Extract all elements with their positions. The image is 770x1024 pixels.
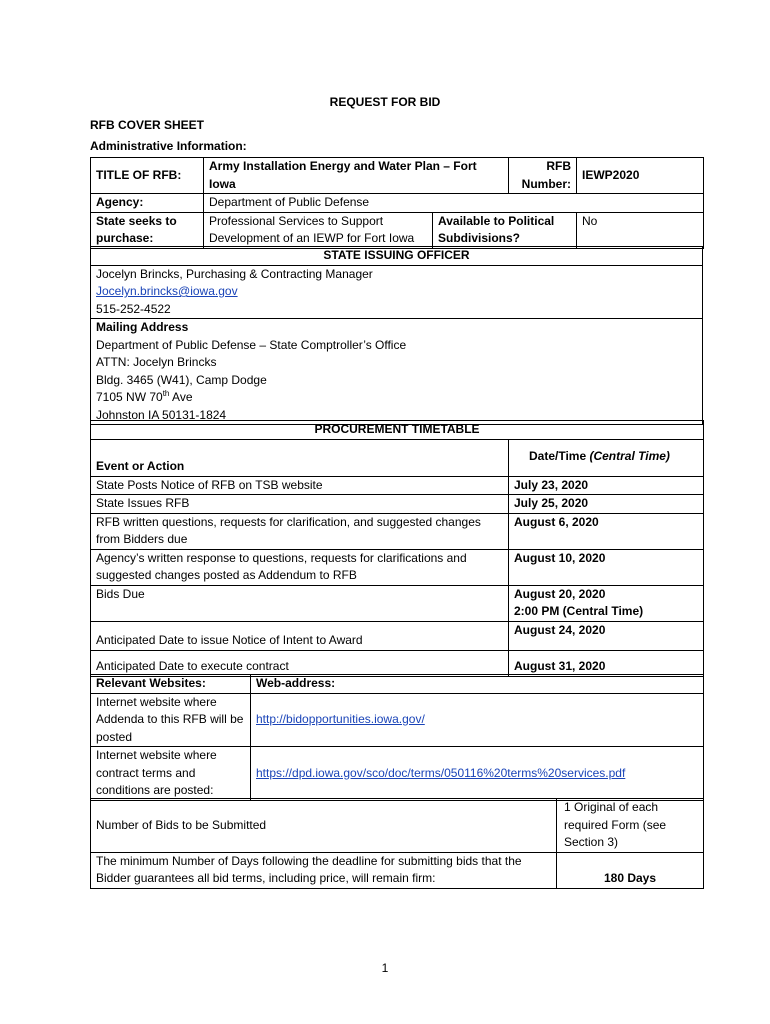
title-value: Army Installation Energy and Water Plan – Fort Iowa	[204, 158, 509, 194]
bids-days-value: 180 Days	[557, 852, 704, 888]
timetable-row-date: July 23, 2020	[509, 476, 704, 495]
websites-table	[90, 674, 704, 801]
bids-days-label: The minimum Number of Days following the deadline for submitting bids that the Bidder guarantees all bid terms, including price, will remain firm:	[91, 852, 557, 888]
timetable-row-date: August 24, 2020	[509, 621, 704, 650]
col-relevant-header: Relevant Websites:	[91, 675, 251, 694]
officer-heading: STATE ISSUING OFFICER	[91, 247, 703, 266]
page-number: 1	[381, 961, 389, 975]
political-label: Available to Political Subdivisions?	[433, 212, 577, 248]
address-line-5: Johnston IA 50131-1824	[96, 407, 227, 422]
document-title: REQUEST FOR BID	[329, 95, 441, 109]
mailing-label: Mailing Address	[96, 320, 189, 334]
timetable-row-date: August 31, 2020	[509, 650, 704, 676]
rfb-number-label: RFB Number:	[509, 158, 577, 194]
agency-value: Department of Public Defense	[204, 194, 704, 213]
address-line-3: Bldg. 3465 (W41), Camp Dodge	[96, 372, 267, 387]
timetable-row-date: August 6, 2020	[509, 513, 704, 549]
timetable-row-event: RFB written questions, requests for clarification, and suggested changes from Bidders due	[91, 513, 509, 549]
title-label: TITLE OF RFB:	[91, 158, 204, 194]
timetable-row-event: Agency’s written response to questions, requests for clarifications and suggested changes posted as Addendum to RFB	[91, 549, 509, 585]
timetable-row-event: State Posts Notice of RFB on TSB website	[91, 476, 509, 495]
officer-table	[90, 246, 703, 425]
timetable-row-event: Anticipated Date to issue Notice of Intent to Award	[91, 621, 509, 650]
col-event-header: Event or Action	[91, 439, 509, 476]
timetable-row-event: Bids Due	[91, 585, 509, 621]
mailing-address	[91, 319, 703, 425]
timetable-row-event: State Issues RFB	[91, 495, 509, 514]
timetable-heading: PROCUREMENT TIMETABLE	[91, 421, 704, 440]
timetable-row-date: August 20, 2020 2:00 PM (Central Time)	[509, 585, 704, 621]
timetable-row-date: August 10, 2020	[509, 549, 704, 585]
website-url-cell	[251, 747, 704, 801]
website-url-cell	[251, 693, 704, 747]
website-label: Internet website where contract terms and conditions are posted:	[91, 747, 251, 801]
agency-label: Agency:	[91, 194, 204, 213]
officer-phone: 515-252-4522	[96, 301, 171, 316]
rfb-number-value: IEWP2020	[577, 158, 704, 194]
address-line-1: Department of Public Defense – State Comptroller’s Office	[96, 337, 407, 352]
addenda-url-link[interactable]: http://bidopportunities.iowa.gov/	[256, 712, 425, 726]
col-date-header: Date/Time (Central Time)	[509, 439, 704, 476]
bids-count-label: Number of Bids to be Submitted	[91, 799, 557, 853]
terms-url-link[interactable]: https://dpd.iowa.gov/sco/doc/terms/050116%20terms%20services.pdf	[256, 765, 626, 780]
admin-table	[90, 157, 704, 249]
address-line-4: 7105 NW 70th Ave	[96, 389, 193, 404]
address-line-2: ATTN: Jocelyn Brincks	[96, 355, 217, 369]
website-label: Internet website where Addenda to this RFB will be posted	[91, 693, 251, 747]
officer-contact	[91, 265, 703, 319]
admin-info-heading: Administrative Information:	[90, 139, 247, 153]
officer-email-link[interactable]: Jocelyn.brincks@iowa.gov	[96, 284, 238, 298]
officer-name: Jocelyn Brincks, Purchasing & Contracting Manager	[96, 266, 373, 281]
timetable	[90, 420, 704, 677]
seeks-label: State seeks to purchase:	[91, 212, 204, 248]
timetable-row-date: July 25, 2020	[509, 495, 704, 514]
seeks-value: Professional Services to Support Development of an IEWP for Fort Iowa	[204, 212, 433, 248]
cover-sheet-heading: RFB COVER SHEET	[90, 118, 205, 132]
col-address-header: Web-address:	[251, 675, 704, 694]
political-value: No	[577, 212, 704, 248]
bids-count-value: 1 Original of each required Form (see Section 3)	[557, 799, 704, 853]
bids-table	[90, 798, 704, 889]
timetable-row-event: Anticipated Date to execute contract	[91, 650, 509, 676]
